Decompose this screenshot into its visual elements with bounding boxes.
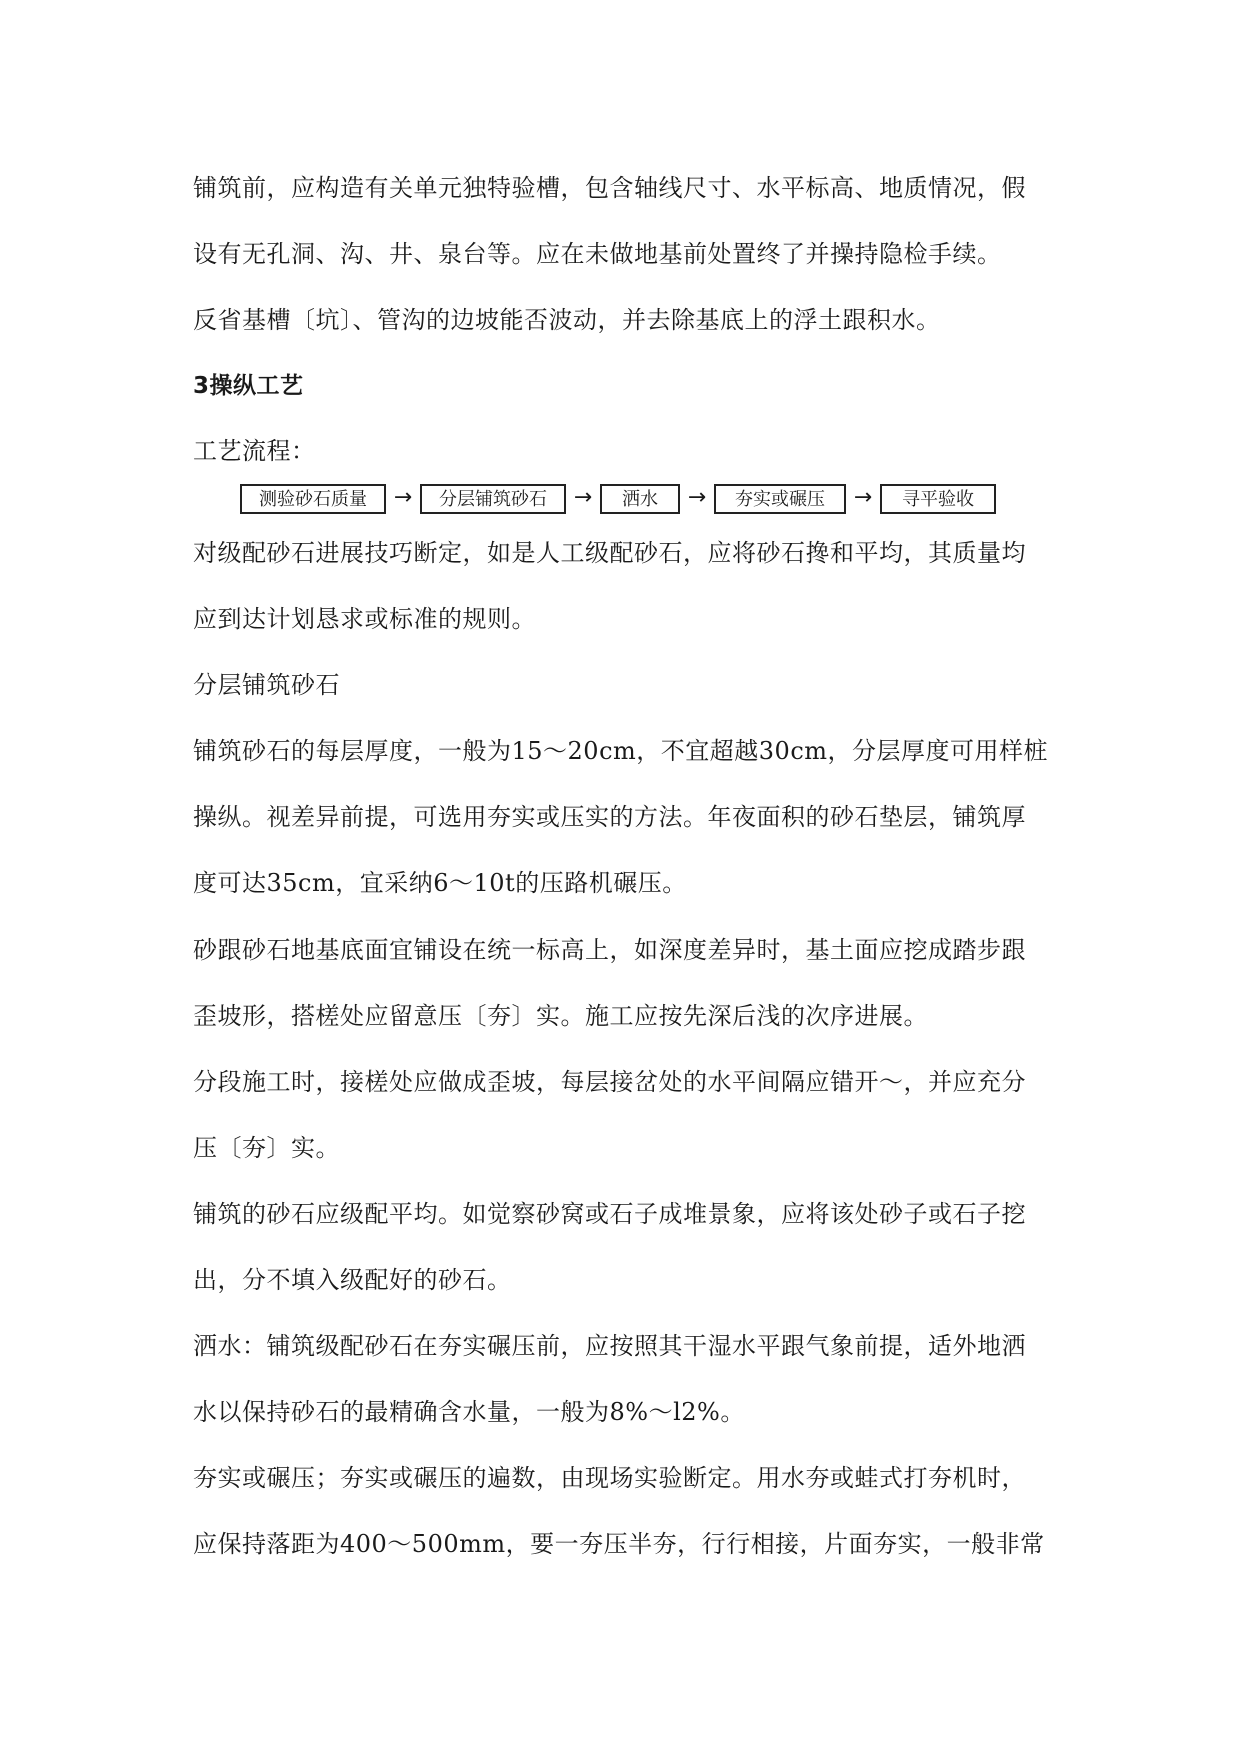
paragraph-line: 设有无孔洞、沟、井、泉台等。应在未做地基前处置终了并操持隐检手续。 [193,240,1002,268]
paragraph-line: 铺筑砂石的每层厚度，一般为15～20cm，不宜超越30cm，分层厚度可用样桩 [193,737,1049,765]
flow-arrow-icon: → [853,485,873,510]
paragraph-line: 分层铺筑砂石 [193,671,340,699]
flow-arrow-icon: → [393,485,413,510]
paragraph-line: 度可达35cm，宜采纳6～10t的压路机碾压。 [193,869,687,897]
flow-step-box: 测验砂石质量 [240,484,386,514]
paragraph-line: 应到达计划恳求或标准的规则。 [193,605,536,633]
flow-step-box: 洒水 [600,484,680,514]
paragraph-line: 出，分不填入级配好的砂石。 [193,1266,512,1294]
paragraph-line: 歪坡形，搭槎处应留意压〔夯〕实。施工应按先深后浅的次序进展。 [193,1002,928,1030]
paragraph-line: 操纵。视差异前提，可选用夯实或压实的方法。年夜面积的砂石垫层，铺筑厚 [193,803,1026,831]
paragraph-line: 洒水：铺筑级配砂石在夯实碾压前，应按照其干湿水平跟气象前提，适外地洒 [193,1332,1026,1360]
process-flow-diagram [240,484,1020,518]
paragraph-line: 应保持落距为400～500mm，要一夯压半夯，行行相接，片面夯实，一般非常 [193,1530,1045,1558]
flow-step-box: 寻平验收 [880,484,996,514]
paragraph-line: 水以保持砂石的最精确含水量，一般为8%～l2%。 [193,1398,745,1426]
flow-step-box: 分层铺筑砂石 [420,484,566,514]
paragraph-line: 砂跟砂石地基底面宜铺设在统一标高上，如深度差异时，基土面应挖成踏步跟 [193,936,1026,964]
section-heading: 3操纵工艺 [193,373,304,399]
paragraph-line: 夯实或碾压；夯实或碾压的遍数，由现场实验断定。用水夯或蛙式打夯机时， [193,1464,1026,1492]
flow-caption: 工艺流程： [193,437,316,465]
paragraph-line: 压〔夯〕实。 [193,1134,340,1162]
flow-step-box: 夯实或碾压 [714,484,846,514]
paragraph-line: 反省基槽〔坑〕、管沟的边坡能否波动，并去除基底上的浮土跟积水。 [193,306,941,334]
flow-arrow-icon: → [687,485,707,510]
paragraph-line: 对级配砂石进展技巧断定，如是人工级配砂石，应将砂石搀和平均，其质量均 [193,539,1026,567]
paragraph-line: 铺筑的砂石应级配平均。如觉察砂窝或石子成堆景象，应将该处砂子或石子挖 [193,1200,1026,1228]
paragraph-line: 铺筑前，应构造有关单元独特验槽，包含轴线尺寸、水平标高、地质情况，假 [193,174,1026,202]
flow-arrow-icon: → [573,485,593,510]
paragraph-line: 分段施工时，接槎处应做成歪坡，每层接岔处的水平间隔应错开～，并应充分 [193,1068,1026,1096]
